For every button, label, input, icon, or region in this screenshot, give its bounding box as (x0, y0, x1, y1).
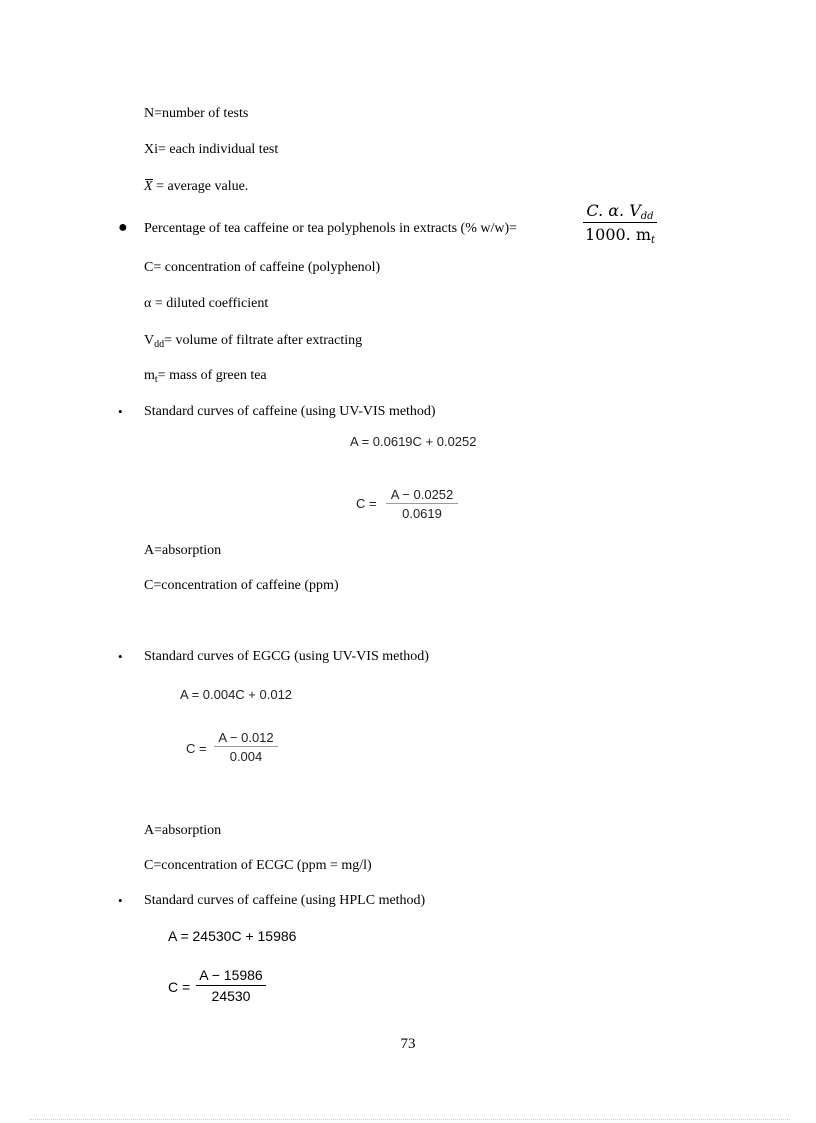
percentage-formula-numerator: C. α. $V_{dd}$ (586, 201, 654, 222)
xbar-definition (144, 179, 248, 195)
caffeine-hplc-c-lhs: C = (168, 979, 191, 995)
caffeine-hplc-equation: A = 24530C + 15986 (168, 928, 297, 944)
percentage-formula (583, 200, 657, 247)
xbar-definition-text: = average value. (152, 179, 249, 194)
mt-definition: $m_t=$ mass of green tea (144, 368, 267, 385)
caffeine-uv-equation: A = 0.0619C + 0.0252 (350, 434, 477, 449)
c-definition: C= concentration of caffeine (polyphenol) (144, 260, 381, 275)
caffeine-hplc-c-numerator: A − 15986 (199, 967, 263, 983)
egcg-uv-heading: Standard curves of EGCG (using UV-VIS method) (144, 649, 429, 664)
bullet-caffeine-hplc: • (118, 893, 123, 908)
percentage-label: Percentage of tea caffeine or tea polyphenols in extracts (% w/w)= (144, 221, 518, 236)
egcg-uv-a-definition: A=absorption (144, 823, 222, 838)
caffeine-hplc-heading: Standard curves of caffeine (using HPLC method) (144, 893, 426, 908)
caffeine-uv-c-numerator: A − 0.0252 (390, 487, 454, 502)
footer-divider (30, 1119, 790, 1120)
caffeine-hplc-c-denominator: 24530 (211, 988, 251, 1004)
xbar-symbol: X (144, 179, 153, 194)
egcg-uv-c-definition: C=concentration of ECGC (ppm = mg/l) (144, 858, 372, 873)
bullet-percentage: ● (118, 219, 128, 236)
egcg-uv-c-denominator: 0.004 (229, 749, 263, 764)
caffeine-uv-a-definition: A=absorption (144, 543, 222, 558)
egcg-uv-equation: A = 0.004C + 0.012 (180, 687, 293, 702)
percentage-formula-denominator: 1000. $m_t$ (584, 225, 656, 246)
alpha-definition: α = diluted coefficient (144, 296, 269, 311)
n-definition: N=number of tests (144, 106, 249, 121)
bullet-egcg-uv: • (118, 649, 123, 664)
caffeine-uv-c-lhs: C = (356, 496, 377, 511)
caffeine-uv-heading: Standard curves of caffeine (using UV-VIS method) (144, 404, 436, 419)
egcg-uv-c-numerator: A − 0.012 (218, 730, 274, 745)
caffeine-hplc-c-fraction (196, 966, 266, 1006)
egcg-uv-c-lhs: C = (186, 741, 207, 756)
vdd-definition: $V_{dd}=$ volume of filtrate after extracting (144, 333, 363, 350)
caffeine-uv-c-denominator: 0.0619 (402, 506, 442, 521)
caffeine-uv-c-definition: C=concentration of caffeine (ppm) (144, 578, 339, 593)
bullet-caffeine-uv: • (118, 404, 123, 419)
page-number: 73 (400, 1036, 416, 1052)
caffeine-uv-c-fraction (386, 486, 458, 524)
xi-definition: Xi= each individual test (144, 142, 279, 157)
egcg-uv-c-fraction (214, 729, 278, 767)
